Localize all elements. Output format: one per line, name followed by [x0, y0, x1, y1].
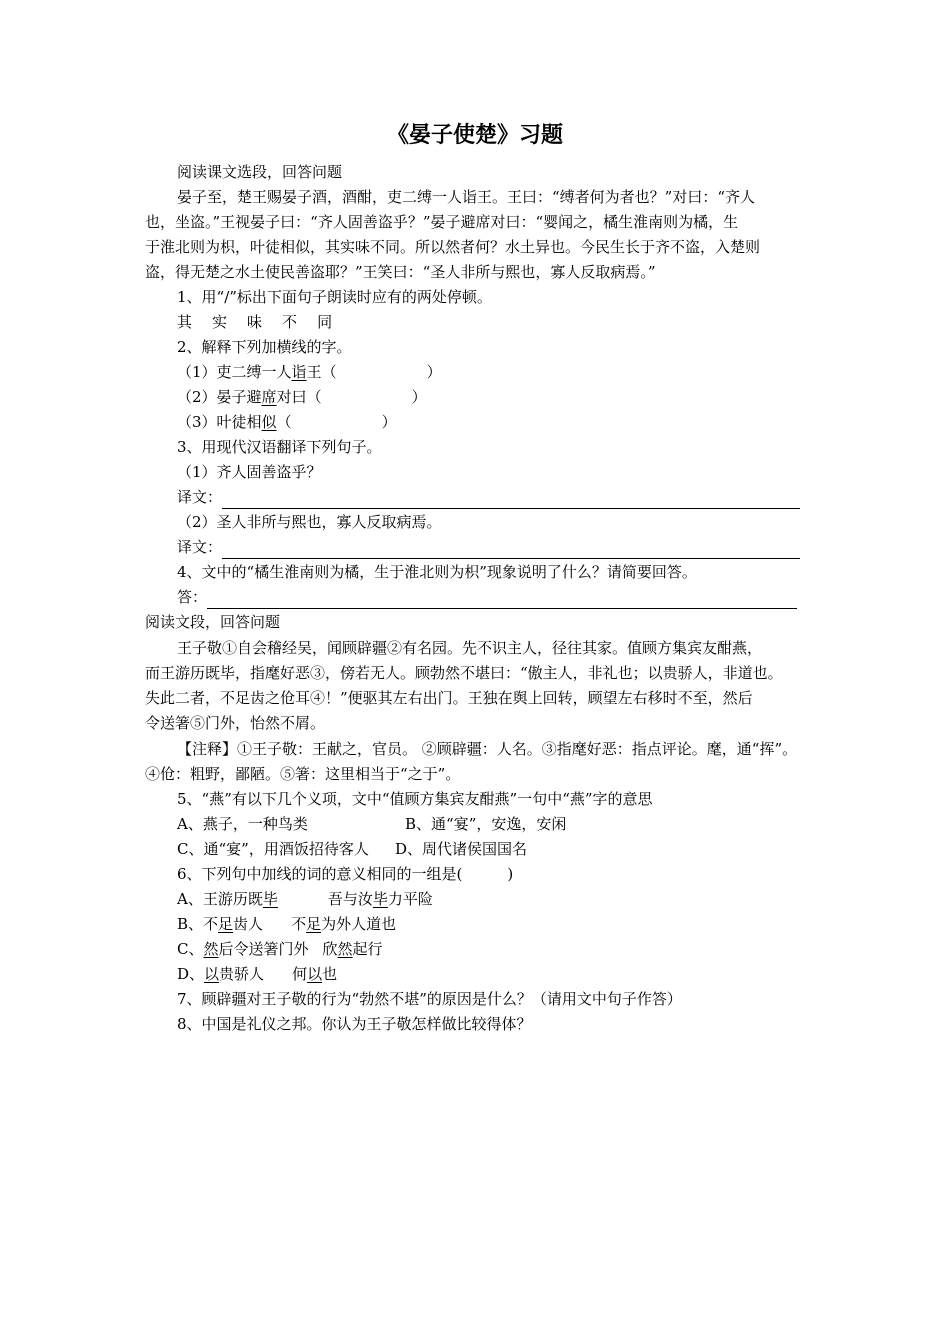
- passage2-line: 王子敬①自会稽经吴，闻顾辟疆②有名园。先不识主人，径往其家。值顾方集宾友酣燕，: [177, 639, 763, 657]
- translation-label: 译文：: [177, 488, 223, 506]
- q1-char: 味: [247, 313, 263, 331]
- q5-option-a[interactable]: A、燕子，一种鸟类: [177, 815, 308, 833]
- section2-heading: 阅读文段，回答问题: [145, 613, 281, 631]
- question-4: 4、文中的“橘生淮南则为橘，生于淮北则为枳”现象说明了什么？请简要回答。: [177, 563, 697, 581]
- answer-line: [177, 585, 852, 609]
- underlined-word: 然: [337, 940, 353, 958]
- passage2-line: 失此二者，不足齿之伧耳④！”便驱其左右出门。王独在舆上回转，顾望左右移时不至，然后: [145, 689, 753, 707]
- section1-heading: 阅读课文选段，回答问题: [177, 163, 343, 181]
- underlined-word: 以: [307, 965, 323, 983]
- translation-line: [177, 535, 852, 559]
- underlined-word: 以: [204, 965, 220, 983]
- underlined-word: 然: [203, 940, 219, 958]
- question-2: 2、解释下列加横线的字。: [177, 338, 352, 356]
- q6-option-b[interactable]: B、不足齿人 不足为外人道也: [177, 915, 397, 933]
- notes-line: 【注释】①王子敬：王献之，官员。 ②顾辟疆：人名。③指麾好恶：指点评论。麾，通“挥”。: [177, 740, 798, 758]
- passage1-line: 盗，得无楚之水土使民善盗耶？”王笑曰：“圣人非所与熙也，寡人反取病焉。”: [145, 263, 656, 281]
- q1-char: 同: [317, 313, 333, 331]
- underlined-word: 毕: [372, 890, 388, 908]
- question-7: 7、顾辟疆对王子敬的行为“勃然不堪”的原因是什么？（请用文中句子作答）: [177, 990, 682, 1008]
- page-title: 《晏子使楚》习题: [386, 123, 563, 148]
- underlined-word: 足: [306, 915, 322, 933]
- passage2-line: 而王游历既毕，指麾好恶③，傍若无人。顾勃然不堪曰：“傲主人，非礼也；以贵骄人，非道也。: [145, 664, 783, 682]
- underlined-char: 诣: [291, 363, 307, 381]
- q5-option-row: [177, 837, 852, 861]
- underlined-char: 似: [261, 413, 277, 431]
- passage2-line: 令送箸⑤门外，怡然不屑。: [145, 714, 326, 732]
- q2-item: （3）叶徒相似（ ）: [177, 413, 397, 431]
- q5-option-d[interactable]: D、周代诸侯国国名: [395, 840, 528, 858]
- question-1: 1、用“/”标出下面句子朗读时应有的两处停顿。: [177, 288, 492, 306]
- question-5: 5、“燕”有以下几个义项，文中“值顾方集宾友酣燕”一句中“燕”字的意思: [177, 790, 653, 808]
- q1-char: 其: [177, 313, 193, 331]
- translation-line: [177, 485, 852, 509]
- q5-option-row: [177, 812, 852, 836]
- q5-option-b[interactable]: B、通“宴”，安逸，安闲: [405, 815, 567, 833]
- answer-label: 答：: [177, 588, 208, 606]
- translation-blank[interactable]: [222, 542, 800, 559]
- q2-item: （1）吏二缚一人诣王（ ）: [177, 363, 442, 381]
- translation-label: 译文：: [177, 538, 223, 556]
- underlined-word: 毕: [262, 890, 278, 908]
- question-8: 8、中国是礼仪之邦。你认为王子敬怎样做比较得体？: [177, 1015, 532, 1033]
- q6-option-c[interactable]: C、然后令送箸门外 欣然起行: [177, 940, 383, 958]
- passage1-line: 也，坐盗。”王视晏子曰：“齐人固善盗乎？”晏子避席对曰：“婴闻之，橘生淮南则为橘，生: [145, 213, 739, 231]
- q3-sentence-1: （1）齐人固善盗乎？: [177, 463, 322, 481]
- underlined-char: 席: [261, 388, 277, 406]
- q1-char: 不: [282, 313, 298, 331]
- q1-char: 实: [212, 313, 228, 331]
- question-3: 3、用现代汉语翻译下列句子。: [177, 438, 382, 456]
- notes-line: ④伧：粗野，鄙陋。⑤箸：这里相当于“之于”。: [145, 765, 461, 783]
- q6-option-a[interactable]: A、王游历既毕 吾与汝毕力平险: [177, 890, 433, 908]
- answer-blank[interactable]: [207, 592, 797, 609]
- translation-blank[interactable]: [222, 492, 800, 509]
- q1-sentence: [177, 310, 817, 334]
- underlined-word: 足: [218, 915, 234, 933]
- q2-item: （2）晏子避席对曰（ ）: [177, 388, 427, 406]
- question-6: 6、下列句中加线的词的意义相同的一组是( ): [177, 865, 514, 883]
- q3-sentence-2: （2）圣人非所与熙也，寡人反取病焉。: [177, 513, 442, 531]
- passage1-line: 于淮北则为枳，叶徒相似，其实味不同。所以然者何？水土异也。今民生长于齐不盗，入楚则: [145, 238, 761, 256]
- q5-option-c[interactable]: C、通“宴”，用酒饭招待客人: [177, 840, 369, 858]
- q6-option-d[interactable]: D、以贵骄人 何以也: [177, 965, 338, 983]
- passage1-line: 晏子至，楚王赐晏子酒，酒酣，吏二缚一人诣王。王曰：“缚者何为者也？”对曰：“齐人: [177, 188, 756, 206]
